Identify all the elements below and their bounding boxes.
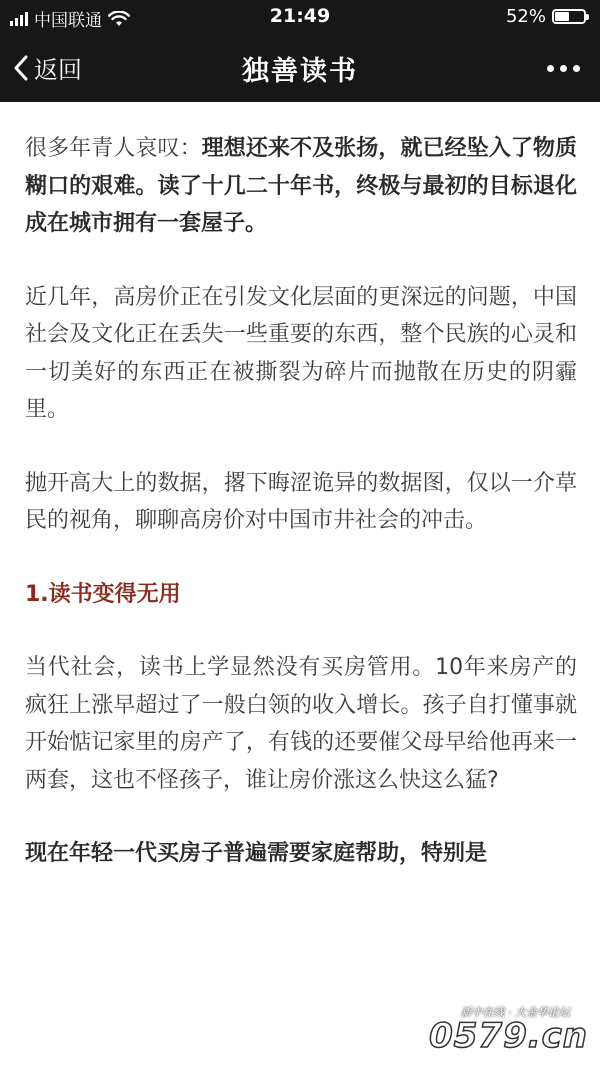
article-paragraph: 近几年，高房价正在引发文化层面的更深远的问题，中国社会及文化正在丢失一些重要的东西，整个民族的心灵和一切美好的东西正在被撕裂为碎片而抛散在历史的阴霾里。 — [25, 284, 577, 422]
more-button[interactable] — [547, 65, 580, 72]
intro-text: 很多年青人哀叹： — [25, 136, 202, 161]
battery-icon — [552, 9, 586, 24]
section-heading: 1.读书变得无用 — [25, 581, 181, 607]
status-bar — [0, 0, 600, 34]
watermark-caption: 新中在线 · 大金华论坛 — [460, 1006, 570, 1019]
carrier-name: 中国联通 — [34, 11, 102, 31]
status-right — [506, 6, 586, 27]
nav-bar — [0, 34, 600, 102]
watermark-logo — [429, 1002, 592, 1062]
intro-bold-text: 理想还来不及张扬，就已经坠入了物质糊口的艰难。读了十几二十年书，终极与最初的目标退化成在城市拥有一套屋子。 — [25, 136, 577, 236]
more-dot — [573, 65, 580, 72]
article-paragraph-intro — [25, 130, 577, 243]
more-dot — [560, 65, 567, 72]
article-paragraph-partial — [25, 835, 577, 873]
more-dots-icon — [547, 65, 554, 72]
watermark-site: 0579.cn — [429, 1016, 588, 1056]
battery-cap — [586, 14, 589, 20]
app-header — [0, 0, 600, 102]
back-label: 返回 — [34, 56, 82, 84]
article-paragraph: 抛开高大上的数据，撂下晦涩诡异的数据图，仅以一介草民的视角，聊聊高房价对中国市井社会的冲击。 — [25, 470, 577, 533]
status-time: 21:49 — [269, 5, 331, 27]
page-title: 独善读书 — [242, 56, 358, 87]
article-body — [25, 130, 577, 909]
battery-percent: 52% — [505, 6, 546, 27]
article-paragraph: 当代社会，读书上学显然没有买房管用。10年来房产的疯狂上涨早超过了一般白领的收入增长。孩子自打懂事就开始惦记家里的房产了，有钱的还要催父母早给他再来一两套，这也不怪孩子，谁让房价涨这么快这么猛? — [25, 655, 577, 793]
battery-level — [555, 12, 569, 21]
partial-text: 现在年轻一代买房子普遍需要家庭帮助，特别是 — [25, 841, 488, 866]
